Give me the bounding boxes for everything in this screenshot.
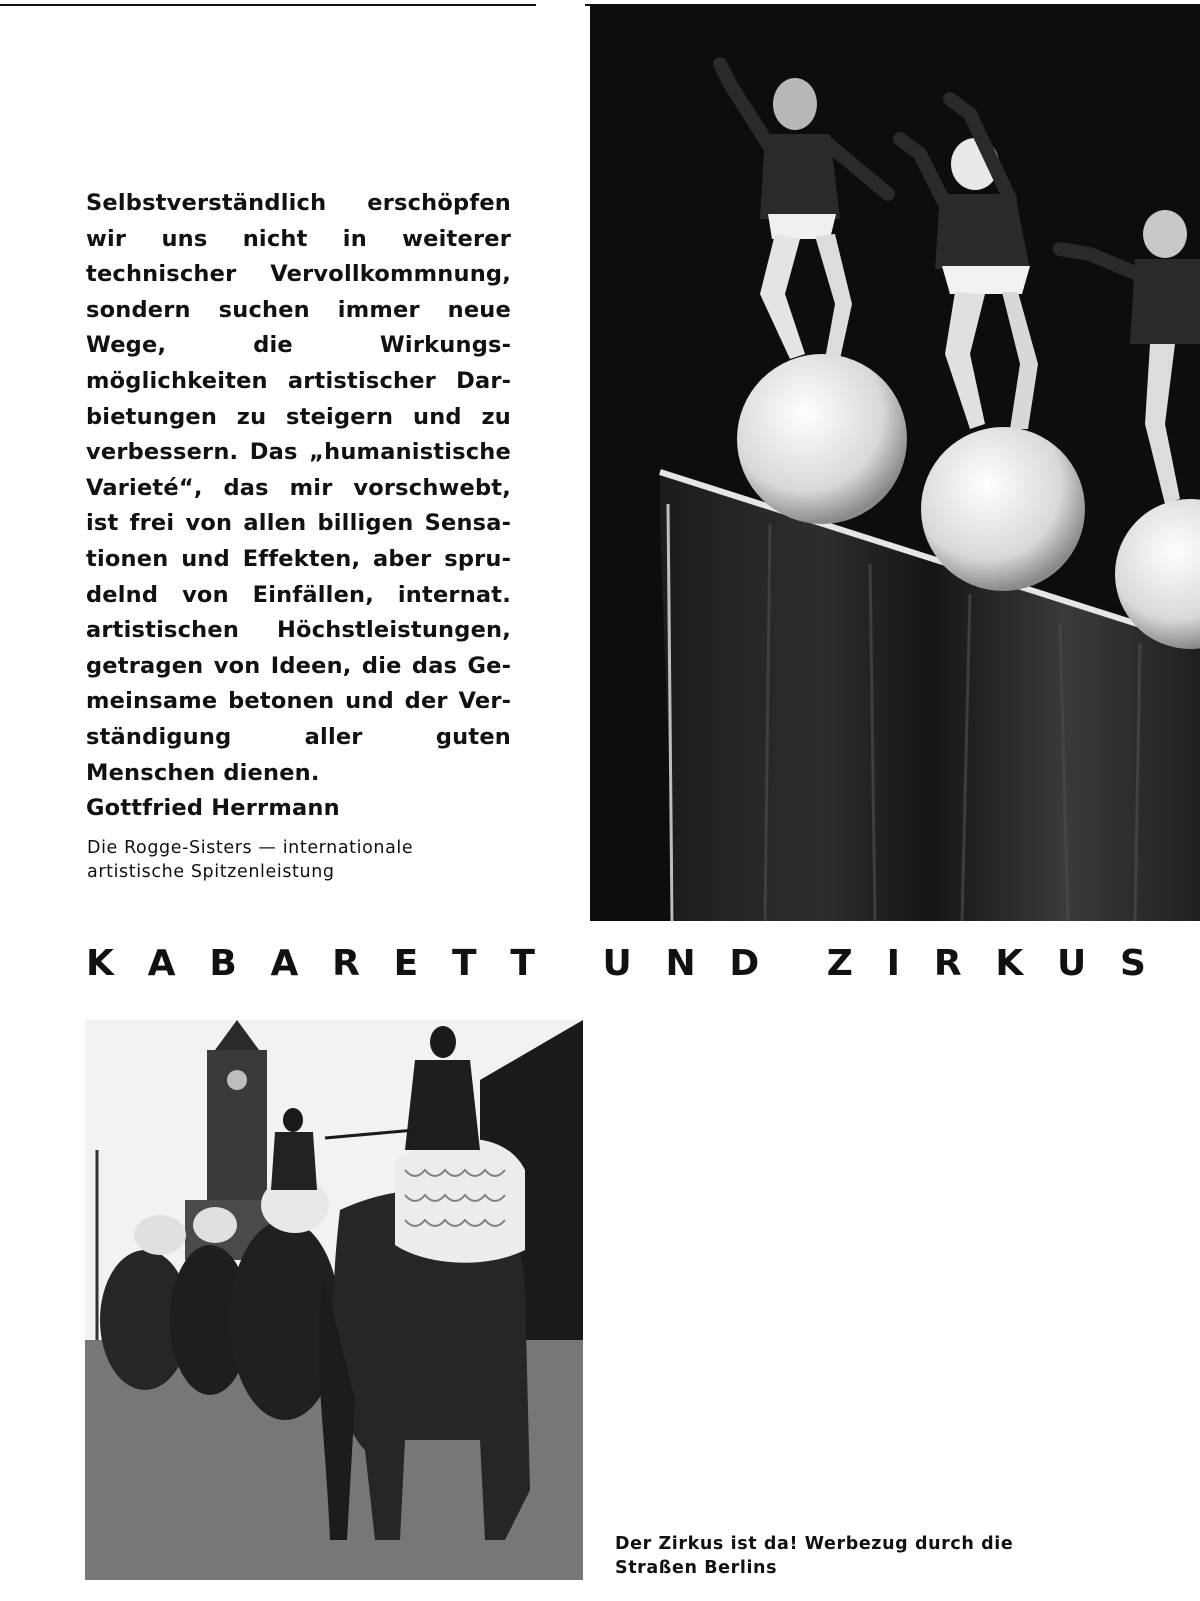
headline-letter: K [86, 942, 114, 984]
headline-letter: T [452, 942, 477, 984]
caption-top-line-2: artistische Spitzenleistung [87, 862, 335, 882]
acrobats-illustration [590, 4, 1200, 921]
photo-elephant-parade [85, 1020, 583, 1580]
headline-letter: R [933, 942, 962, 984]
headline-letter: E [393, 942, 419, 984]
photo-rogge-sisters [590, 4, 1200, 921]
caption-bottom-line-1: Der Zirkus ist da! Werbezug durch die [615, 1534, 1014, 1554]
headline-letter: N [665, 942, 696, 984]
headline-kabarett-und-zirkus [86, 935, 1146, 991]
headline-letter: D [729, 942, 760, 984]
headline-letter: I [886, 942, 901, 984]
headline-letter: Z [826, 942, 853, 984]
caption-bottom-line-2: Straßen Berlins [615, 1558, 778, 1578]
headline-letter: B [209, 942, 237, 984]
article-paragraph: Selbstverständlich erschöpfen wir uns nicht in weiterer technischer Vervollkommnung, sondern suchen immer neue Wege, die Wirkungsmöglichkeiten artistischer Darbietungen zu steigern und zu verbessern. Das „humanistische Varieté“, das mir vorschwebt, ist frei von allen billigen Sensationen und Effekten, aber sprudelnd von Einfällen, internat. artistischen Höchstleistungen, getragen von Ideen, die das Gemeinsame betonen und der Verständigung aller guten Menschen dienen. [86, 190, 511, 786]
headline-letter: R [332, 942, 360, 984]
headline-letter: A [270, 942, 299, 984]
caption-elephant-parade [615, 1532, 1075, 1580]
article-body [86, 186, 511, 827]
caption-rogge-sisters [87, 836, 507, 884]
headline-letter: U [1057, 942, 1087, 984]
headline-letter: U [602, 942, 632, 984]
elephant-parade-illustration [85, 1020, 583, 1580]
caption-top-line-1: Die Rogge-Sisters — internationale [87, 838, 414, 858]
top-rule [0, 4, 536, 6]
headline-letter: T [510, 942, 535, 984]
headline-letter: K [995, 942, 1024, 984]
headline-letter: S [1120, 942, 1146, 984]
article-author: Gottfried Herrmann [86, 795, 340, 822]
headline-letter: A [147, 942, 176, 984]
